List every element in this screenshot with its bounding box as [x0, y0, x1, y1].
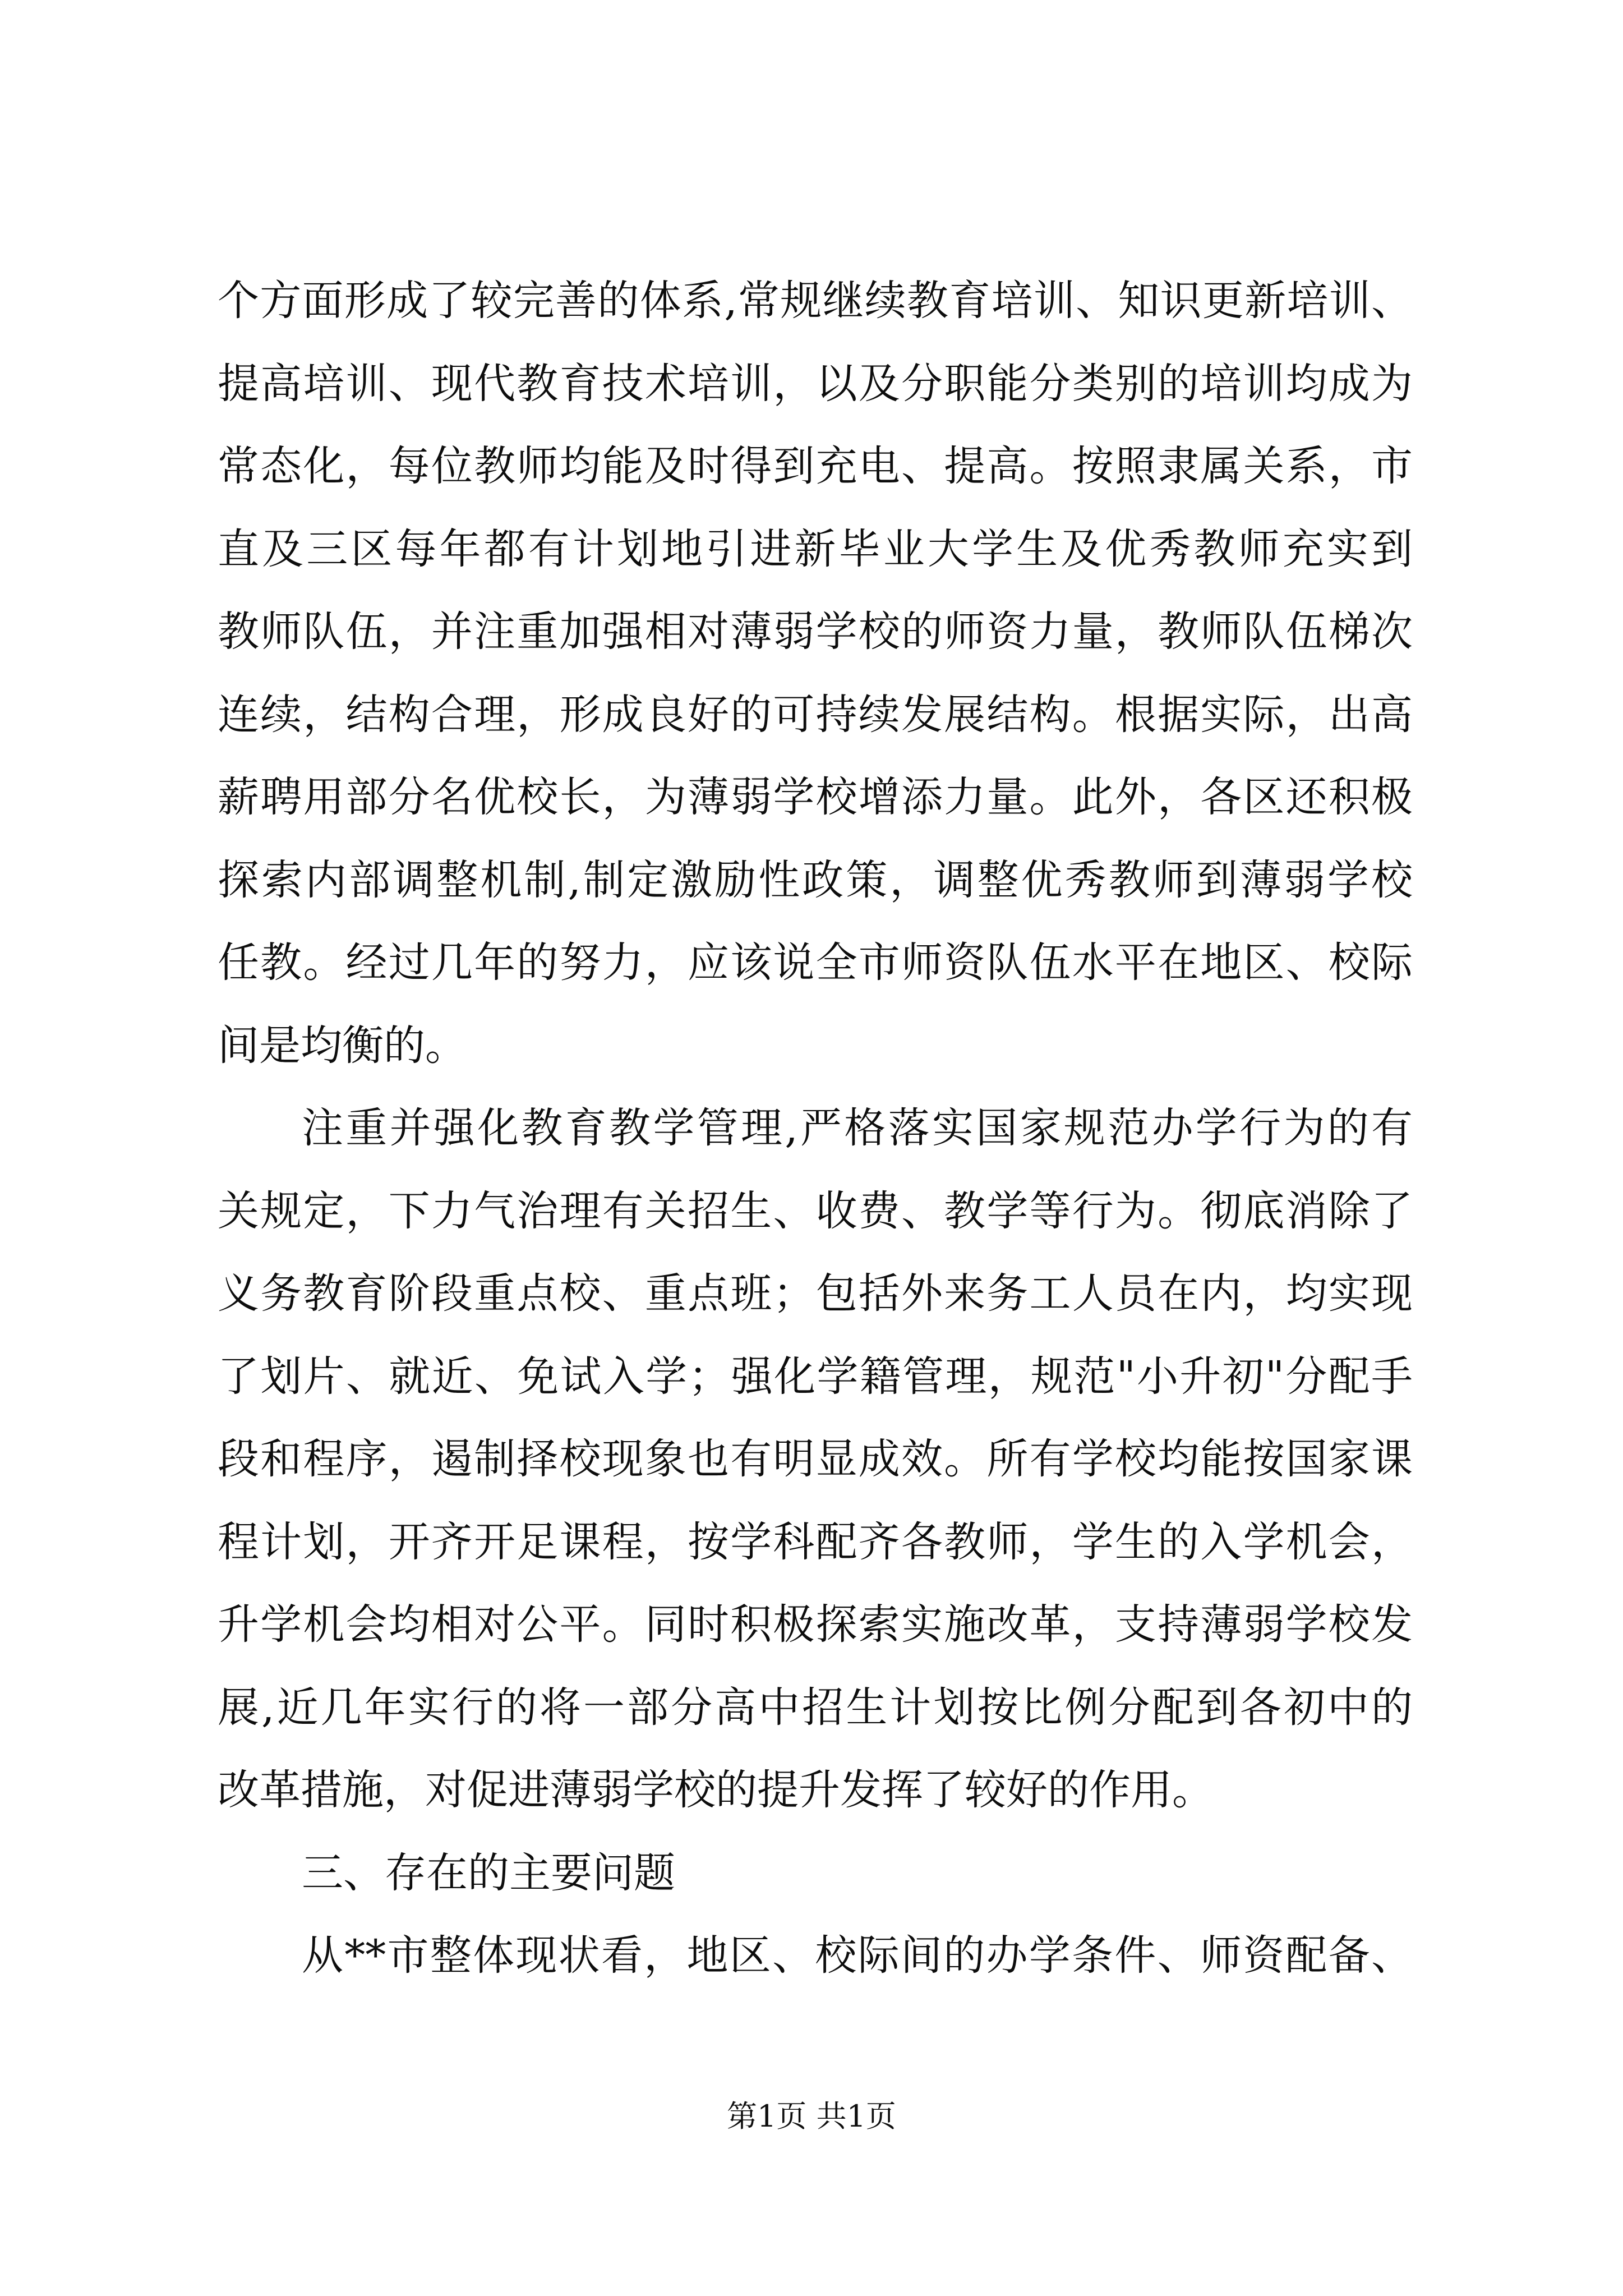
text-line: 关规定，下力气治理有关招生、收费、教学等行为。彻底消除了 — [218, 1186, 1413, 1235]
page-footer — [0, 2097, 1623, 2136]
text-line: 直及三区每年都有计划地引进新毕业大学生及优秀教师充实到 — [218, 524, 1413, 573]
text-line: 了划片、就近、免试入学；强化学籍管理，规范"小升初"分配手 — [218, 1352, 1413, 1401]
text-line: 升学机会均相对公平。同时积极探索实施改革，支持薄弱学校发 — [218, 1600, 1413, 1649]
text-line: 提高培训、现代教育技术培训，以及分职能分类别的培训均成为 — [218, 359, 1413, 408]
section-heading — [218, 1832, 1413, 1915]
text-line: 薪聘用部分名优校长，为薄弱学校增添力量。此外，各区还积极 — [218, 773, 1413, 821]
text-line: 任教。经过几年的努力，应该说全市师资队伍水平在地区、校际 — [218, 938, 1413, 987]
text-line: 探索内部调整机制,制定激励性政策，调整优秀教师到薄弱学校 — [218, 855, 1413, 904]
text-line: 段和程序，遏制择校现象也有明显成效。所有学校均能按国家课 — [218, 1435, 1413, 1483]
text-line: 连续，结构合理，形成良好的可持续发展结构。根据实际，出高 — [218, 690, 1413, 739]
text-line: 义务教育阶段重点校、重点班；包括外来务工人员在内，均实现 — [218, 1269, 1413, 1318]
text-line: 从**市整体现状看，地区、校际间的办学条件、师资配备、 — [302, 1931, 1413, 1980]
text-line: 教师队伍，并注重加强相对薄弱学校的师资力量，教师队伍梯次 — [218, 608, 1413, 656]
paragraph-main-problems — [218, 1915, 1413, 1998]
text-line: 注重并强化教育教学管理,严格落实国家规范办学行为的有 — [302, 1104, 1413, 1152]
paragraph-teacher-training — [218, 260, 1413, 1087]
document-body — [218, 260, 1413, 1998]
text-line: 间是均衡的。 — [218, 1021, 467, 1070]
text-line: 程计划，开齐开足课程，按学科配齐各教师，学生的入学机会， — [218, 1517, 1413, 1566]
page-number-label: 第1页 共1页 — [727, 2099, 896, 2134]
text-line: 改革措施，对促进薄弱学校的提升发挥了较好的作用。 — [218, 1766, 1214, 1814]
text-line: 个方面形成了较完善的体系,常规继续教育培训、知识更新培训、 — [218, 277, 1413, 325]
text-line: 展,近几年实行的将一部分高中招生计划按比例分配到各初中的 — [218, 1683, 1413, 1732]
text-line: 常态化，每位教师均能及时得到充电、提高。按照隶属关系，市 — [218, 442, 1413, 490]
paragraph-teaching-management — [218, 1087, 1413, 1832]
section-heading-text: 三、存在的主要问题 — [302, 1848, 675, 1897]
